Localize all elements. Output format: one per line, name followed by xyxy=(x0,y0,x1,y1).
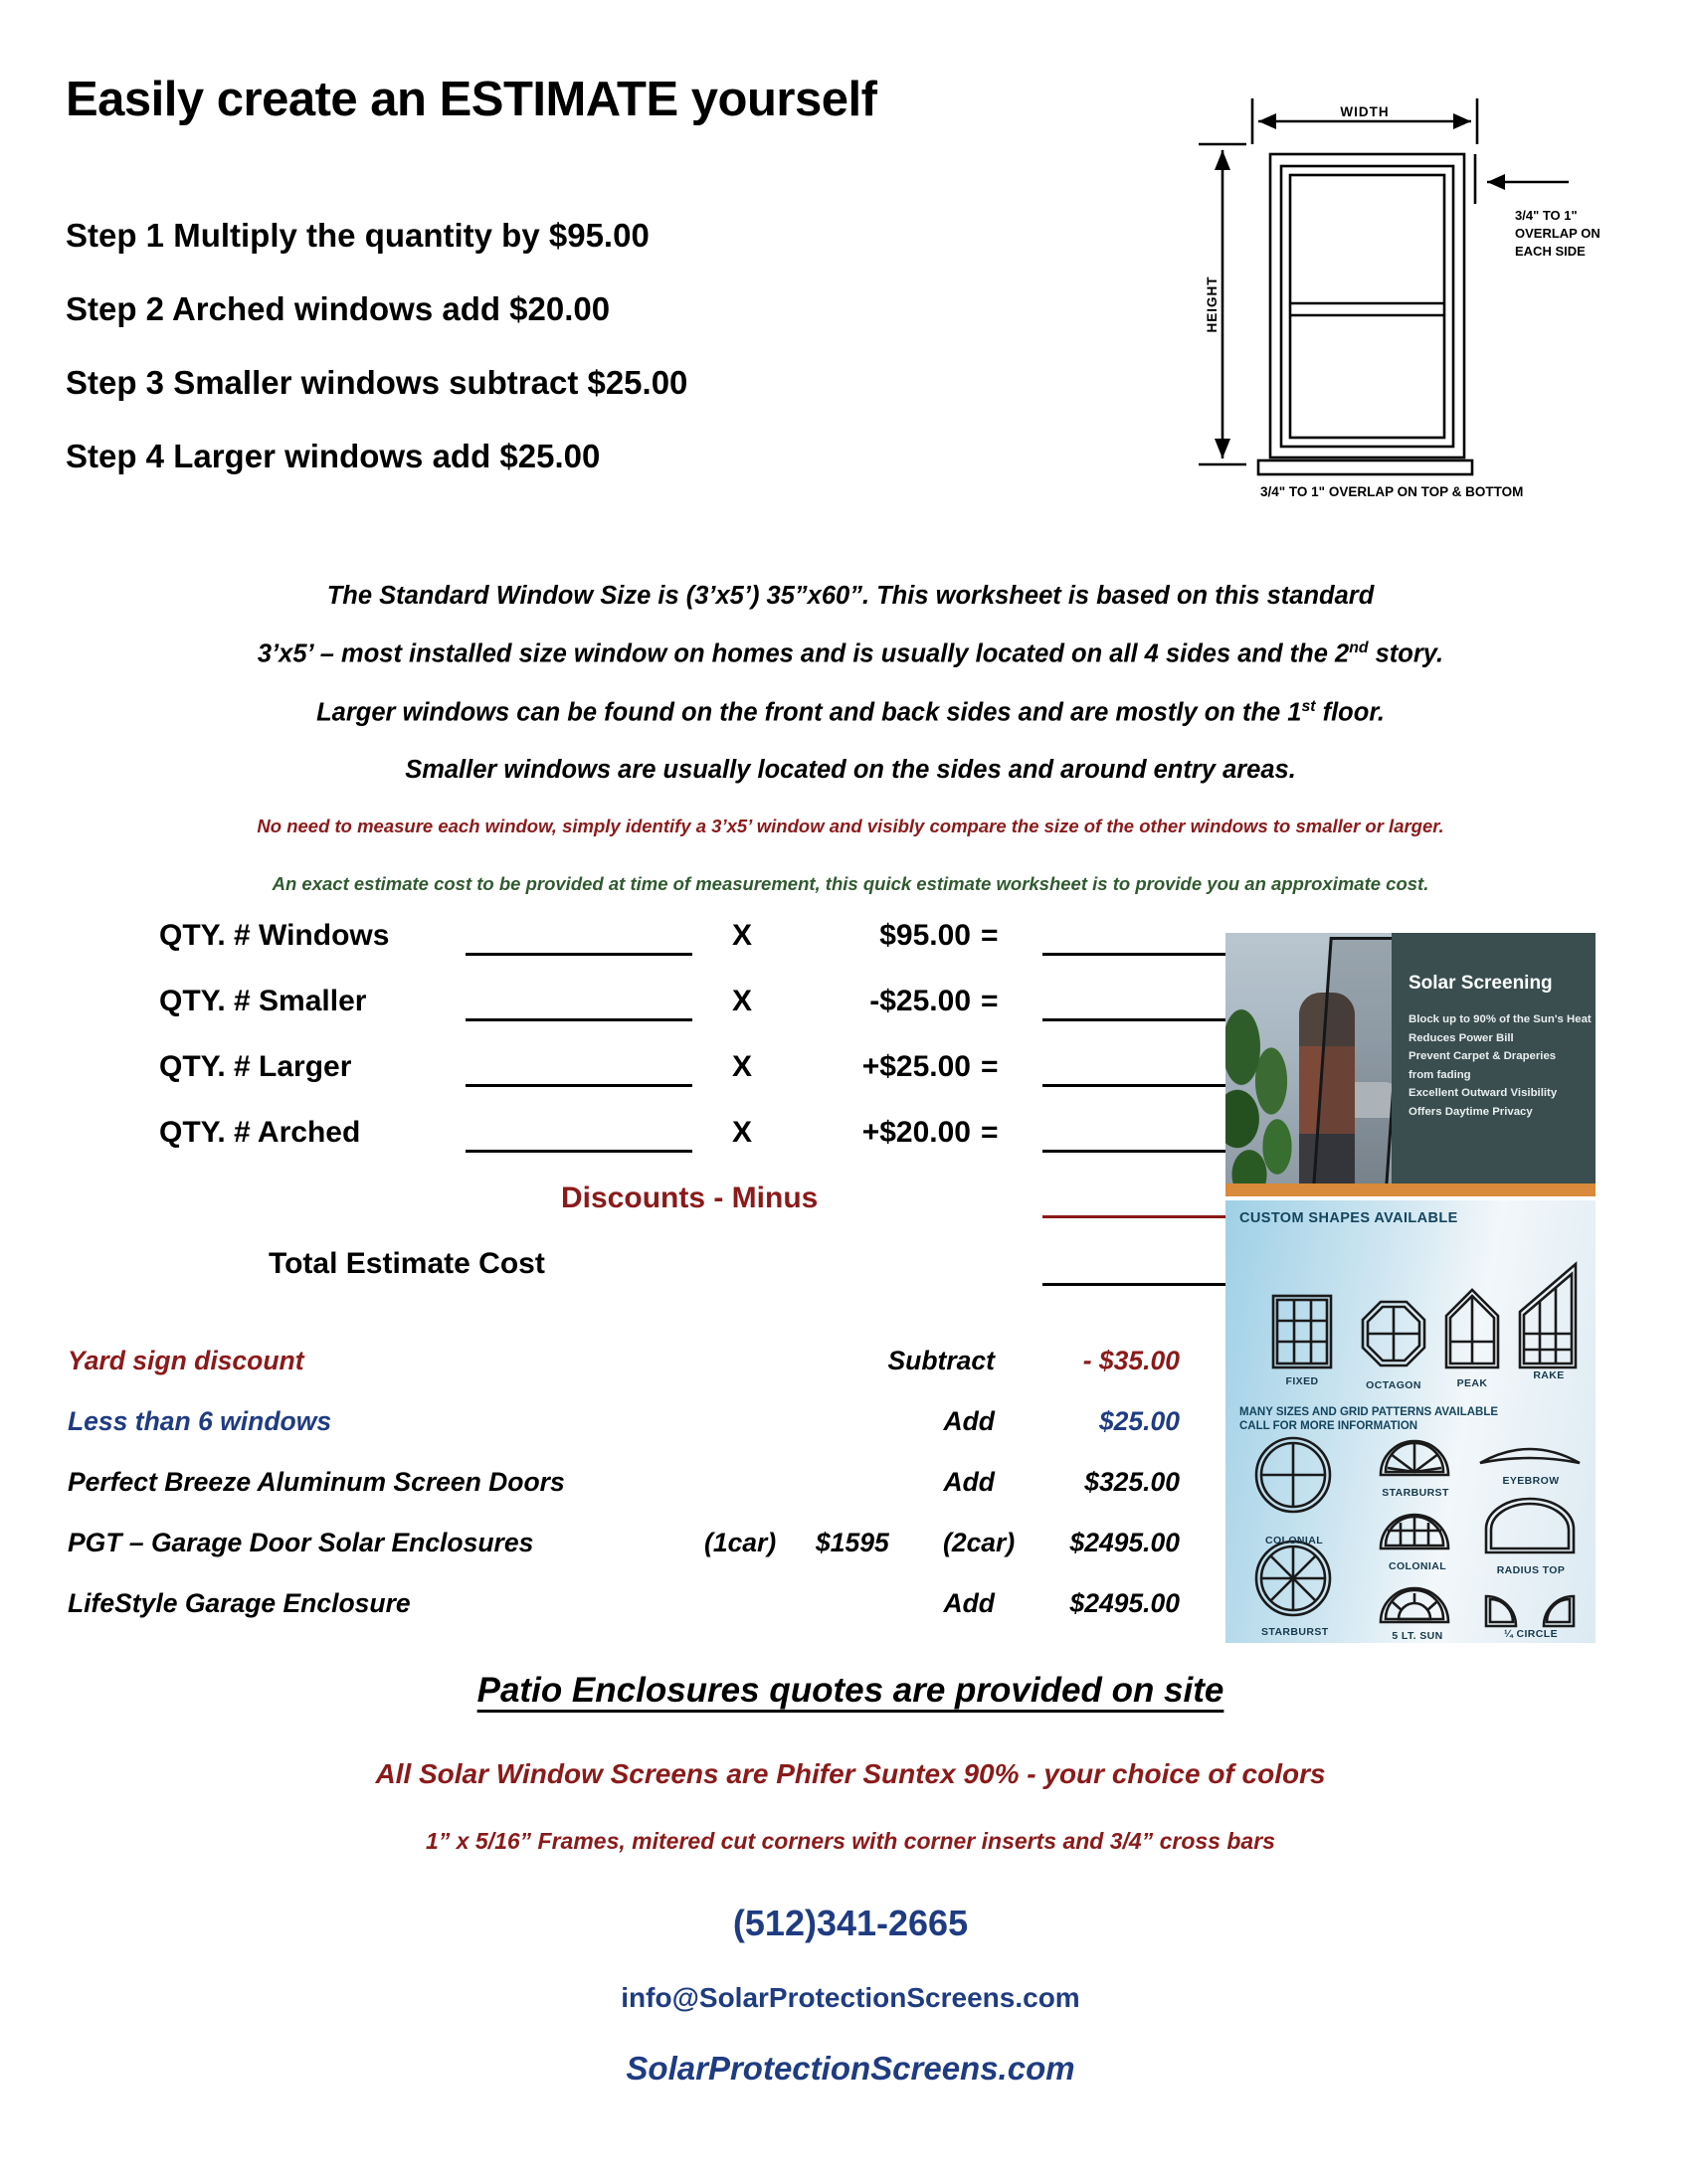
frames-spec-note: 1” x 5/16” Frames, mitered cut corners with corner inserts and 3/4” cross bars xyxy=(426,1828,1275,1854)
yard-sign-label: Yard sign discount xyxy=(68,1346,304,1375)
screen-doors-action: Add xyxy=(943,1467,995,1497)
step-item-2: Step 2 Arched windows add $20.00 xyxy=(66,290,611,327)
steps-list xyxy=(66,217,1110,511)
form-row-discounts xyxy=(159,1178,1184,1243)
standard-line-2-sup: nd xyxy=(1349,639,1369,656)
equals-symbol-smaller: = xyxy=(981,985,999,1017)
shape-caption-radius-top: RADIUS TOP xyxy=(1496,1564,1566,1576)
less-than-6-label: Less than 6 windows xyxy=(68,1406,332,1436)
form-row-larger xyxy=(159,1046,1184,1112)
standard-line-3-b: floor. xyxy=(1315,698,1385,726)
phifer-suntex-note: All Solar Window Screens are Phifer Suntex 90% - your choice of colors xyxy=(375,1758,1326,1789)
form-row-smaller xyxy=(159,981,1184,1046)
equals-symbol-windows: = xyxy=(981,919,999,952)
diagram-side-overlap-line3: EACH SIDE xyxy=(1515,244,1586,259)
shape-caption-octagon: OCTAGON xyxy=(1366,1379,1421,1391)
qty-input-smaller[interactable] xyxy=(466,1018,692,1021)
estimate-form xyxy=(159,915,1184,1313)
discounts-label: Discounts - Minus xyxy=(561,1182,819,1214)
lifestyle-garage-label: LifeStyle Garage Enclosure xyxy=(68,1588,411,1618)
custom-shapes-subtitle-line1: MANY SIZES AND GRID PATTERNS AVAILABLE xyxy=(1239,1406,1499,1418)
step-item-1: Step 1 Multiply the quantity by $95.00 xyxy=(66,217,650,254)
page-title: Easily create an ESTIMATE yourself xyxy=(66,73,877,126)
custom-shapes-title: CUSTOM SHAPES AVAILABLE xyxy=(1239,1210,1458,1226)
multiply-symbol-larger: X xyxy=(732,1050,753,1083)
patio-enclosures-heading: Patio Enclosures quotes are provided on site xyxy=(476,1671,1224,1710)
less-than-6-action: Add xyxy=(943,1406,995,1436)
footer-section xyxy=(60,1671,1641,2088)
shape-caption-fixed: FIXED xyxy=(1285,1375,1319,1387)
shape-caption-rake: RAKE xyxy=(1533,1369,1565,1381)
standard-line-2-b: story. xyxy=(1368,639,1444,668)
benefit-item-4: from fading xyxy=(1409,1068,1471,1081)
diagram-width-label: WIDTH xyxy=(1340,104,1390,119)
equals-symbol-larger: = xyxy=(981,1050,999,1083)
standard-line-3-a: Larger windows can be found on the front and back sides and are mostly on the 1 xyxy=(316,698,1302,726)
pricing-row-pgt-garage xyxy=(68,1528,1180,1588)
shape-caption-quarter-circle: ¼ CIRCLE xyxy=(1504,1628,1558,1640)
form-label-smaller: QTY. # Smaller xyxy=(159,985,367,1017)
step-item-4: Step 4 Larger windows add $25.00 xyxy=(66,438,601,474)
step-item-3: Step 3 Smaller windows subtract $25.00 xyxy=(66,364,688,401)
form-label-arched: QTY. # Arched xyxy=(159,1116,361,1149)
pgt-garage-1car-label: (1car) xyxy=(704,1528,777,1557)
shape-caption-eyebrow: EYEBROW xyxy=(1502,1475,1560,1487)
pricing-row-less-than-6 xyxy=(68,1406,1180,1467)
screen-doors-value: $325.00 xyxy=(1084,1467,1180,1497)
standard-line-2-a: 3’x5’ – most installed size window on homes and is usually located on all 4 sides and the 2 xyxy=(257,639,1350,668)
standard-line-4: Smaller windows are usually located on the sides and around entry areas. xyxy=(405,756,1296,784)
shape-caption-starburst-circle: STARBURST xyxy=(1261,1626,1329,1638)
form-row-total xyxy=(159,1243,1184,1313)
form-row-arched xyxy=(159,1112,1184,1178)
lifestyle-garage-action: Add xyxy=(943,1588,995,1618)
standard-window-info xyxy=(60,582,1641,814)
diagram-height-label: HEIGHT xyxy=(1205,275,1220,333)
solar-screening-benefits xyxy=(1409,1010,1592,1121)
pricing-row-lifestyle-garage xyxy=(68,1588,1180,1649)
custom-shapes-chart xyxy=(1225,1200,1596,1643)
qty-input-windows[interactable] xyxy=(466,953,692,956)
window-measurement-diagram xyxy=(1179,94,1631,522)
benefit-item-1: Block up to 90% of the Sun's Heat xyxy=(1409,1013,1592,1025)
shape-caption-5-lt-sun: 5 LT. SUN xyxy=(1392,1630,1443,1642)
benefit-item-5: Excellent Outward Visibility xyxy=(1409,1087,1558,1099)
equals-symbol-arched: = xyxy=(981,1116,999,1149)
shape-caption-colonial-half: COLONIAL xyxy=(1388,1560,1447,1572)
unit-price-windows: $95.00 xyxy=(879,919,971,952)
standard-line-3-sup: st xyxy=(1301,697,1316,715)
standard-line-1: The Standard Window Size is (3’x5’) 35”x60”. This worksheet is based on this standard xyxy=(326,582,1375,610)
solar-screening-copy xyxy=(1392,933,1596,1183)
qty-input-larger[interactable] xyxy=(466,1084,692,1087)
pgt-garage-label: PGT – Garage Door Solar Enclosures xyxy=(68,1528,534,1557)
email-address[interactable]: info@SolarProtectionScreens.com xyxy=(621,1982,1080,2013)
shape-caption-starburst-half: STARBURST xyxy=(1382,1487,1449,1499)
pricing-row-screen-doors xyxy=(68,1467,1180,1528)
phone-number[interactable]: (512)341-2665 xyxy=(732,1903,969,1943)
website-url[interactable]: SolarProtectionScreens.com xyxy=(626,2050,1075,2087)
unit-price-larger: +$25.00 xyxy=(861,1050,971,1083)
qty-input-arched[interactable] xyxy=(466,1150,692,1153)
pricing-adjustments-list xyxy=(68,1346,1180,1649)
diagram-bottom-overlap-label: 3/4" TO 1" OVERLAP ON TOP & BOTTOM xyxy=(1260,484,1524,499)
lifestyle-garage-value: $2495.00 xyxy=(1069,1588,1180,1618)
solar-screening-photo xyxy=(1225,933,1596,1183)
yard-sign-action: Subtract xyxy=(887,1346,995,1375)
multiply-symbol-windows: X xyxy=(732,919,753,952)
unit-price-arched: +$20.00 xyxy=(861,1116,971,1149)
shape-caption-colonial-circle: COLONIAL xyxy=(1264,1535,1324,1547)
measure-note: No need to measure each window, simply identify a 3’x5’ window and visibly compare the size of the other windows to smaller or larger. xyxy=(257,816,1444,836)
form-row-windows xyxy=(159,915,1184,981)
unit-price-smaller: -$25.00 xyxy=(869,985,971,1017)
screen-panel-decoration xyxy=(1312,937,1392,1183)
solar-screening-ad-panel xyxy=(1225,933,1596,1642)
form-label-windows: QTY. # Windows xyxy=(159,919,390,952)
standard-line-2 xyxy=(60,639,1641,669)
yard-sign-value: - $35.00 xyxy=(1082,1346,1180,1375)
pgt-garage-2car-label: (2car) xyxy=(943,1528,1016,1557)
benefit-item-3: Prevent Carpet & Draperies xyxy=(1409,1050,1557,1062)
exact-estimate-note: An exact estimate cost to be provided at time of measurement, this quick estimate worksheet is to provide you an approximate cost. xyxy=(272,873,1429,894)
orange-divider-stripe xyxy=(1225,1183,1596,1196)
photo-scene xyxy=(1225,933,1392,1183)
standard-line-3 xyxy=(60,698,1641,728)
benefit-item-6: Offers Daytime Privacy xyxy=(1409,1105,1533,1118)
benefit-item-2: Reduces Power Bill xyxy=(1409,1031,1514,1044)
diagram-side-overlap-line2: OVERLAP ON xyxy=(1515,226,1600,241)
solar-screening-heading: Solar Screening xyxy=(1409,973,1553,994)
pgt-garage-2car-price: $2495.00 xyxy=(1069,1528,1180,1557)
shape-caption-peak: PEAK xyxy=(1456,1377,1488,1389)
total-estimate-label: Total Estimate Cost xyxy=(269,1247,545,1280)
form-label-larger: QTY. # Larger xyxy=(159,1050,352,1083)
multiply-symbol-smaller: X xyxy=(732,985,753,1017)
custom-shapes-subtitle-line2: CALL FOR MORE INFORMATION xyxy=(1239,1420,1418,1432)
pgt-garage-1car-price: $1595 xyxy=(816,1528,889,1557)
diagram-side-overlap-line1: 3/4" TO 1" xyxy=(1515,208,1578,223)
pricing-row-yard-sign xyxy=(68,1346,1180,1406)
screen-doors-label: Perfect Breeze Aluminum Screen Doors xyxy=(68,1467,565,1497)
multiply-symbol-arched: X xyxy=(732,1116,753,1149)
less-than-6-value: $25.00 xyxy=(1098,1406,1180,1436)
